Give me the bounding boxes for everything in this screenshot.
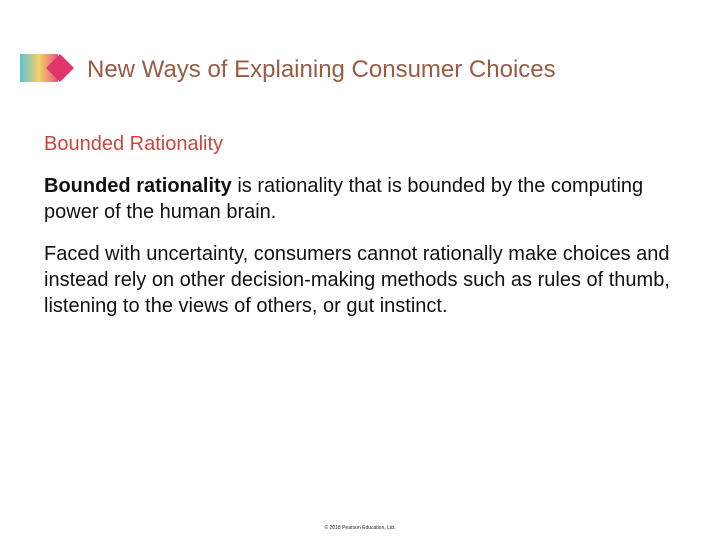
defined-term: Bounded rationality (44, 175, 232, 197)
section-heading: Bounded Rationality (44, 133, 224, 155)
copyright-footer: © 2018 Pearson Education, Ltd. (324, 525, 396, 531)
definition-text: is rationality that is bounded by the computing power of the human brain. (44, 175, 644, 223)
gradient-diamond-arrow-icon (20, 52, 78, 84)
definition-paragraph (44, 173, 684, 225)
slide-title: New Ways of Explaining Consumer Choices (87, 56, 556, 83)
explanation-paragraph: Faced with uncertainty, consumers cannot rationally make choices and instead rely on other decision-making methods such as rules of thumb, listening to the views of others, or gut instinct. (44, 243, 670, 317)
